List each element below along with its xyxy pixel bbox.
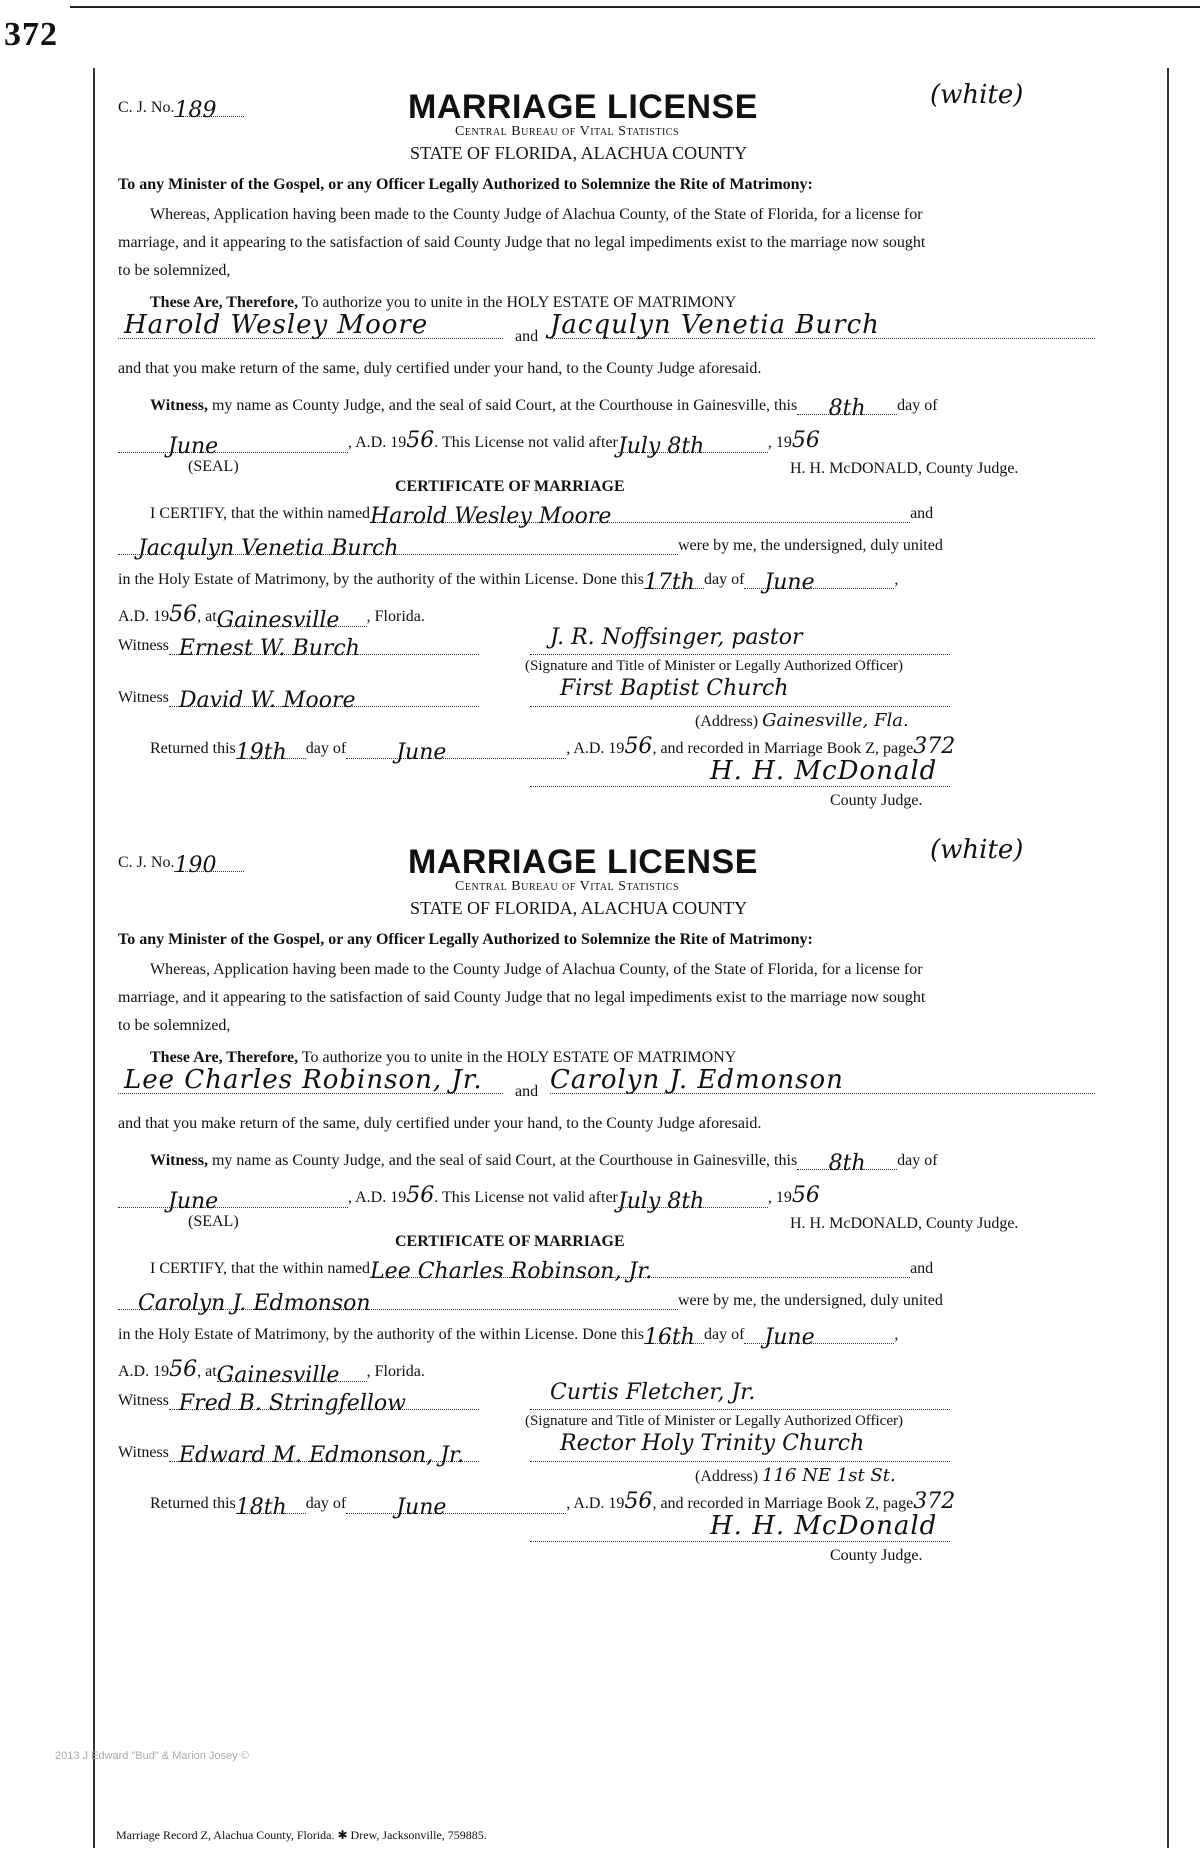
expiry-ad-label: , 19 <box>767 434 792 451</box>
address-value: 116 NE 1st St. <box>762 1465 896 1486</box>
place-at-label: , at <box>197 1363 217 1380</box>
address-label: (Address) <box>695 1468 759 1485</box>
address-row <box>695 1465 896 1486</box>
license-title: MARRIAGE LICENSE <box>408 843 758 881</box>
county-judge-label: County Judge. <box>830 1547 923 1564</box>
returned-year: 56 <box>624 734 653 759</box>
return-line: and that you make return of the same, duly certified under your hand, to the County Judge aforesaid. <box>118 1115 762 1132</box>
not-valid-label: . This License not valid after <box>434 1189 618 1206</box>
judge-signature-line <box>530 1523 950 1542</box>
witness-line <box>150 1151 938 1176</box>
returned-day-of: day of <box>305 1495 347 1512</box>
footer-note: Marriage Record Z, Alachua County, Florida. ✱ Drew, Jacksonville, 759885. <box>116 1828 487 1842</box>
judge-signature: H. H. McDonald <box>710 756 938 786</box>
officiant-signature: J. R. Noffsinger, pastor <box>550 625 803 650</box>
witness2-label: Witness <box>118 1444 169 1461</box>
judge-label: H. H. McDONALD, County Judge. <box>790 1215 1019 1232</box>
recorded-label: , and recorded in Marriage Book Z, page <box>652 740 914 757</box>
witness-text: my name as County Judge, and the seal of said Court, at the Courthouse in Gainesville, this <box>211 397 798 414</box>
address-line: To any Minister of the Gospel, or any Officer Legally Authorized to Solemnize the Rite of Matrimony: <box>118 931 813 948</box>
officiant-signature: Curtis Fletcher, Jr. <box>550 1380 756 1405</box>
certificate-title: CERTIFICATE OF MARRIAGE <box>395 478 625 495</box>
returned-ad-label: , A.D. 19 <box>566 740 625 757</box>
witness1-name: Ernest W. Burch <box>169 636 479 655</box>
witness-line <box>150 396 938 421</box>
expiry-year: 56 <box>791 1183 820 1208</box>
cj-value: 189 <box>174 98 244 117</box>
done-day: 16th <box>644 1325 704 1344</box>
witness2-line <box>118 1443 479 1468</box>
witness1-line <box>118 636 479 661</box>
bureau-line: Central Bureau of Vital Statistics <box>455 124 680 139</box>
issue-year: 56 <box>406 428 435 453</box>
done-year: 56 <box>169 1357 198 1382</box>
page-number: 372 <box>4 16 58 53</box>
state-line: STATE OF FLORIDA, ALACHUA COUNTY <box>410 898 748 918</box>
witness2-line <box>118 688 479 713</box>
whereas-line-3: to be solemnized, <box>118 1017 231 1034</box>
county-judge-label: County Judge. <box>830 792 923 809</box>
united-label: were by me, the undersigned, duly united <box>678 1292 943 1309</box>
marriage-license-189 <box>110 70 1110 950</box>
done-line: in the Holy Estate of Matrimony, by the authority of the within License. Done this17th day of June , <box>118 570 899 595</box>
certify-line <box>150 504 934 529</box>
not-valid-label: . This License not valid after <box>434 434 618 451</box>
sig-title-label: (Signature and Title of Minister or Legally Authorized Officer) <box>525 658 903 674</box>
address-line: To any Minister of the Gospel, or any Officer Legally Authorized to Solemnize the Rite of Matrimony: <box>118 176 813 193</box>
united-label: were by me, the undersigned, duly united <box>678 537 943 554</box>
place-line <box>118 1357 425 1388</box>
place-name: Gainesville <box>217 608 367 627</box>
and-label: and <box>515 1083 539 1100</box>
bride-line <box>550 320 1095 339</box>
marriage-license-190 <box>110 825 1110 1705</box>
address-row <box>695 710 909 731</box>
recorded-label: , and recorded in Marriage Book Z, page <box>652 1495 914 1512</box>
issue-year: 56 <box>406 1183 435 1208</box>
witness2-label: Witness <box>118 689 169 706</box>
holy-estate-label: in the Holy Estate of Matrimony, by the authority of the within License. Done this <box>118 1326 644 1343</box>
sig-title-label: (Signature and Title of Minister or Legally Authorized Officer) <box>525 1413 903 1429</box>
holy-estate-label: in the Holy Estate of Matrimony, by the authority of the within License. Done this <box>118 571 644 588</box>
witness2-name: Edward M. Edmonson, Jr. <box>169 1443 479 1462</box>
witness1-line <box>118 1391 479 1416</box>
cert-bride: Carolyn J. Edmonson <box>118 1291 678 1310</box>
bride-name: Carolyn J. Edmonson <box>550 1065 844 1095</box>
these-are-text: To authorize you to unite in the HOLY ESTATE OF MATRIMONY <box>301 294 737 311</box>
returned-day: 19th <box>236 740 306 759</box>
church-name: Rector Holy Trinity Church <box>560 1431 865 1456</box>
bride-line <box>550 1075 1095 1094</box>
book-page: 372 <box>913 734 956 759</box>
witness-bold: Witness, <box>150 1152 208 1169</box>
expiry-date: July 8th <box>618 434 768 453</box>
groom-name: Lee Charles Robinson, Jr. <box>124 1065 483 1095</box>
church-line <box>530 688 950 707</box>
cert-and-label: and <box>910 1260 934 1277</box>
returned-day-of: day of <box>305 740 347 757</box>
seal-label: (SEAL) <box>188 458 239 475</box>
issue-month: June <box>118 1189 348 1208</box>
florida-label: , Florida. <box>366 608 425 625</box>
place-line <box>118 602 425 633</box>
whereas-line-3: to be solemnized, <box>118 262 231 279</box>
bride-name: Jacqulyn Venetia Burch <box>550 310 880 340</box>
groom-name: Harold Wesley Moore <box>124 310 429 340</box>
certify-line <box>150 1259 934 1284</box>
cj-number <box>118 98 244 123</box>
florida-label: , Florida. <box>366 1363 425 1380</box>
done-day-of: day of <box>703 571 745 588</box>
officiant-line <box>530 636 950 655</box>
done-month: June <box>744 1325 894 1344</box>
witness1-name: Fred B. Stringfellow <box>169 1391 479 1410</box>
done-day: 17th <box>644 570 704 589</box>
license-title: MARRIAGE LICENSE <box>408 88 758 126</box>
certify-label: I CERTIFY, that the within named <box>150 505 371 522</box>
expiry-date: July 8th <box>618 1189 768 1208</box>
witness1-label: Witness <box>118 1392 169 1409</box>
bureau-line: Central Bureau of Vital Statistics <box>455 879 680 894</box>
cert-bride-line <box>118 1291 943 1316</box>
race-note: (white) <box>930 80 1024 110</box>
ad-label: , A.D. 19 <box>348 434 407 451</box>
state-line: STATE OF FLORIDA, ALACHUA COUNTY <box>410 143 748 163</box>
issue-month: June <box>118 434 348 453</box>
groom-line <box>118 1075 503 1094</box>
seal-label: (SEAL) <box>188 1213 239 1230</box>
place-name: Gainesville <box>217 1363 367 1382</box>
done-day-of: day of <box>703 1326 745 1343</box>
book-page: 372 <box>913 1489 956 1514</box>
judge-signature-line <box>530 768 950 787</box>
cert-groom: Lee Charles Robinson, Jr. <box>370 1259 910 1278</box>
expiry-year: 56 <box>791 428 820 453</box>
whereas-line-1: Whereas, Application having been made to the County Judge of Alachua County, of the State of Florida, for a license for <box>150 206 923 223</box>
returned-month: June <box>346 1495 566 1514</box>
officiant-line <box>530 1391 950 1410</box>
cert-bride: Jacqulyn Venetia Burch <box>118 536 678 555</box>
these-are-label: These Are, Therefore, <box>150 294 299 311</box>
cert-bride-line <box>118 536 943 561</box>
judge-signature: H. H. McDonald <box>710 1511 938 1541</box>
cj-label: C. J. No. <box>118 99 175 116</box>
witness1-label: Witness <box>118 637 169 654</box>
done-year: 56 <box>169 602 198 627</box>
address-value: Gainesville, Fla. <box>762 710 909 731</box>
top-rule <box>70 6 1200 8</box>
race-note: (white) <box>930 835 1024 865</box>
done-line: in the Holy Estate of Matrimony, by the authority of the within License. Done this16th day of June , <box>118 1325 899 1350</box>
return-line: and that you make return of the same, duly certified under your hand, to the County Judge aforesaid. <box>118 360 762 377</box>
place-at-label: , at <box>197 608 217 625</box>
returned-ad-label: , A.D. 19 <box>566 1495 625 1512</box>
issue-day: 8th <box>797 396 897 415</box>
judge-label: H. H. McDONALD, County Judge. <box>790 460 1019 477</box>
done-month: June <box>744 570 894 589</box>
witness2-name: David W. Moore <box>169 688 479 707</box>
certify-label: I CERTIFY, that the within named <box>150 1260 371 1277</box>
issue-date-line <box>118 428 820 459</box>
address-label: (Address) <box>695 713 759 730</box>
these-are-label: These Are, Therefore, <box>150 1049 299 1066</box>
returned-month: June <box>346 740 566 759</box>
whereas-line-1: Whereas, Application having been made to the County Judge of Alachua County, of the State of Florida, for a license for <box>150 961 923 978</box>
place-ad-label: A.D. 19 <box>118 608 170 625</box>
these-are-text: To authorize you to unite in the HOLY ESTATE OF MATRIMONY <box>301 1049 737 1066</box>
cj-label: C. J. No. <box>118 854 175 871</box>
issue-date-line <box>118 1183 820 1214</box>
cert-groom: Harold Wesley Moore <box>370 504 910 523</box>
place-ad-label: A.D. 19 <box>118 1363 170 1380</box>
church-name: First Baptist Church <box>560 676 789 701</box>
cj-number <box>118 853 244 878</box>
issue-day-of: day of <box>897 397 938 414</box>
cj-value: 190 <box>174 853 244 872</box>
witness-bold: Witness, <box>150 397 208 414</box>
witness-text: my name as County Judge, and the seal of said Court, at the Courthouse in Gainesville, this <box>211 1152 798 1169</box>
ad-label: , A.D. 19 <box>348 1189 407 1206</box>
whereas-line-2: marriage, and it appearing to the satisfaction of said County Judge that no legal impediments exist to the marriage now sought <box>118 234 926 251</box>
returned-day: 18th <box>236 1495 306 1514</box>
cert-and-label: and <box>910 505 934 522</box>
whereas-line-2: marriage, and it appearing to the satisfaction of said County Judge that no legal impediments exist to the marriage now sought <box>118 989 926 1006</box>
groom-line <box>118 320 503 339</box>
and-label: and <box>515 328 539 345</box>
certificate-title: CERTIFICATE OF MARRIAGE <box>395 1233 625 1250</box>
church-line <box>530 1443 950 1462</box>
returned-label: Returned this <box>150 1495 236 1512</box>
issue-day-of: day of <box>897 1152 938 1169</box>
expiry-ad-label: , 19 <box>767 1189 792 1206</box>
issue-day: 8th <box>797 1151 897 1170</box>
returned-label: Returned this <box>150 740 236 757</box>
copyright-watermark: 2013 J Edward "Bud" & Marion Josey © <box>55 1750 249 1762</box>
returned-year: 56 <box>624 1489 653 1514</box>
